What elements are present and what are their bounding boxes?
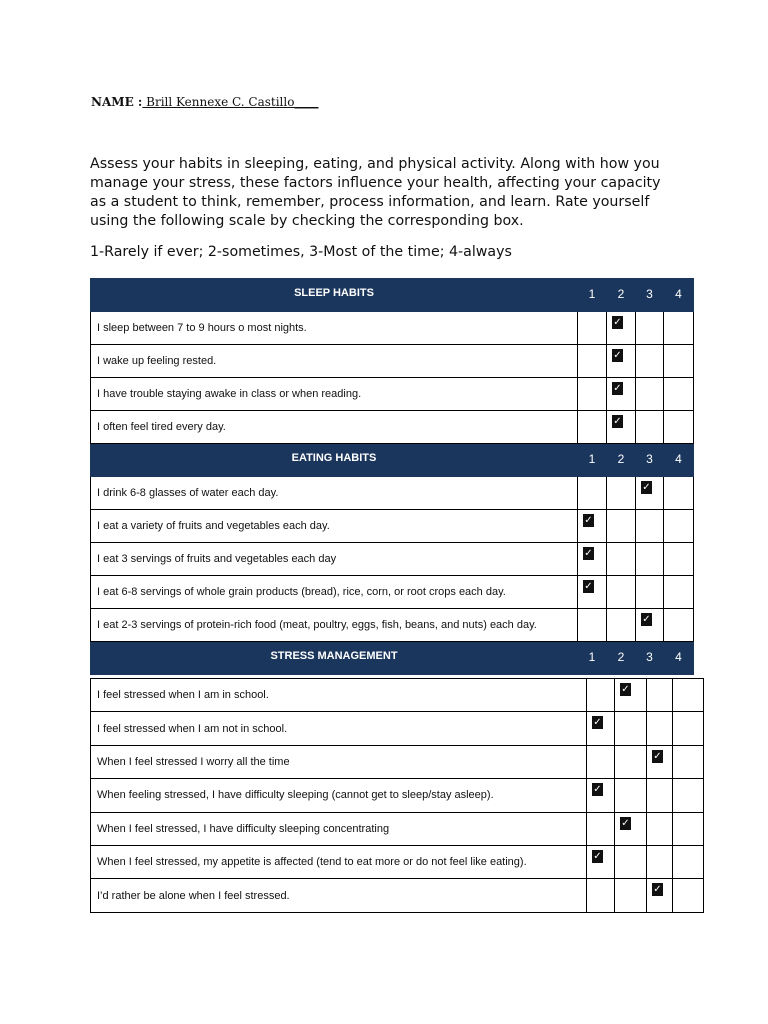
rating-checkbox-4[interactable] xyxy=(673,779,704,812)
rating-checkbox-4[interactable] xyxy=(664,312,694,345)
rating-checkbox-4[interactable] xyxy=(673,879,704,912)
rating-checkbox-4[interactable] xyxy=(673,745,704,778)
rating-header-1: 1 xyxy=(578,279,607,312)
rating-checkbox-4[interactable] xyxy=(664,345,694,378)
rating-checkbox-2[interactable] xyxy=(607,477,636,510)
rating-checkbox-3[interactable] xyxy=(636,378,664,411)
rating-checkbox-2[interactable] xyxy=(615,779,647,812)
rating-checkbox-1[interactable] xyxy=(578,510,607,543)
rating-checkbox-1[interactable] xyxy=(578,543,607,576)
question-text: I drink 6-8 glasses of water each day. xyxy=(91,477,578,510)
rating-header-1: 1 xyxy=(578,642,607,675)
rating-checkbox-3[interactable] xyxy=(636,312,664,345)
section-title: SLEEP HABITS xyxy=(91,279,578,312)
rating-header-4: 4 xyxy=(664,642,694,675)
question-text: When I feel stressed, my appetite is affected (tend to eat more or do not feel like eating). xyxy=(91,845,587,878)
table-row xyxy=(91,477,694,510)
rating-checkbox-2[interactable] xyxy=(607,609,636,642)
checkmark-icon: ✓ xyxy=(621,817,630,829)
table-row xyxy=(91,576,694,609)
rating-checkbox-3[interactable] xyxy=(647,812,673,845)
table-row xyxy=(91,543,694,576)
rating-checkbox-1[interactable] xyxy=(587,712,615,745)
table-row xyxy=(91,812,704,845)
rating-checkbox-1[interactable] xyxy=(578,477,607,510)
question-text: I feel stressed when I am not in school. xyxy=(91,712,587,745)
rating-checkbox-2[interactable] xyxy=(607,510,636,543)
table-row xyxy=(91,845,704,878)
name-line xyxy=(91,95,318,109)
rating-checkbox-3[interactable] xyxy=(636,576,664,609)
table-row xyxy=(91,378,694,411)
question-text: I eat 2-3 servings of protein-rich food (meat, poultry, eggs, fish, beans, and nuts) each day. xyxy=(91,609,578,642)
rating-checkbox-3[interactable] xyxy=(636,411,664,444)
name-label: NAME : xyxy=(91,95,143,109)
question-text: When I feel stressed, I have difficulty sleeping concentrating xyxy=(91,812,587,845)
rating-checkbox-2[interactable] xyxy=(615,679,647,712)
checkmark-icon: ✓ xyxy=(593,784,602,796)
rating-header-4: 4 xyxy=(664,279,694,312)
rating-checkbox-4[interactable] xyxy=(664,609,694,642)
eating-habits-header xyxy=(91,444,694,477)
question-text: When I feel stressed I worry all the time xyxy=(91,745,587,778)
rating-checkbox-3[interactable] xyxy=(636,345,664,378)
rating-checkbox-1[interactable] xyxy=(587,879,615,912)
rating-checkbox-2[interactable] xyxy=(615,879,647,912)
table-row xyxy=(91,312,694,345)
section-title: STRESS MANAGEMENT xyxy=(91,642,578,675)
rating-checkbox-1[interactable] xyxy=(578,609,607,642)
rating-checkbox-2[interactable] xyxy=(607,543,636,576)
rating-checkbox-3[interactable] xyxy=(636,477,664,510)
table-row xyxy=(91,510,694,543)
table-row xyxy=(91,679,704,712)
rating-checkbox-1[interactable] xyxy=(587,745,615,778)
rating-checkbox-2[interactable] xyxy=(607,345,636,378)
rating-header-2: 2 xyxy=(607,444,636,477)
rating-header-2: 2 xyxy=(607,642,636,675)
rating-checkbox-3[interactable] xyxy=(636,510,664,543)
rating-checkbox-4[interactable] xyxy=(673,845,704,878)
rating-checkbox-3[interactable] xyxy=(647,745,673,778)
question-text: I eat a variety of fruits and vegetables each day. xyxy=(91,510,578,543)
checkmark-icon: ✓ xyxy=(613,416,622,427)
name-value: Brill Kennexe C. Castillo____ xyxy=(142,95,319,109)
rating-checkbox-2[interactable] xyxy=(615,845,647,878)
checkmark-icon: ✓ xyxy=(613,350,622,361)
rating-checkbox-1[interactable] xyxy=(587,812,615,845)
rating-checkbox-4[interactable] xyxy=(664,510,694,543)
checkmark-icon: ✓ xyxy=(653,750,662,762)
rating-header-2: 2 xyxy=(607,279,636,312)
rating-header-3: 3 xyxy=(636,279,664,312)
rating-checkbox-3[interactable] xyxy=(636,609,664,642)
question-text: I often feel tired every day. xyxy=(91,411,578,444)
rating-checkbox-1[interactable] xyxy=(578,378,607,411)
rating-header-1: 1 xyxy=(578,444,607,477)
instructions-paragraph: Assess your habits in sleeping, eating, and physical activity. Along with how you manage your stress, these factors influence your health, affecting your capacity as a student to think, remember, process information, and learn. Rate yourself using the following scale by checking the corresponding box. xyxy=(90,156,661,229)
rating-checkbox-1[interactable] xyxy=(587,845,615,878)
rating-checkbox-3[interactable] xyxy=(647,845,673,878)
rating-checkbox-2[interactable] xyxy=(615,712,647,745)
table-row xyxy=(91,779,704,812)
rating-checkbox-1[interactable] xyxy=(578,345,607,378)
rating-checkbox-1[interactable] xyxy=(587,779,615,812)
rating-header-3: 3 xyxy=(636,444,664,477)
rating-scale-legend: 1-Rarely if ever; 2-sometimes, 3-Most of the time; 4-always xyxy=(90,244,512,260)
rating-checkbox-3[interactable] xyxy=(636,543,664,576)
checkmark-icon: ✓ xyxy=(653,884,662,896)
question-text: I have trouble staying awake in class or when reading. xyxy=(91,378,578,411)
checkmark-icon: ✓ xyxy=(593,850,602,862)
sleep-habits-header xyxy=(91,279,694,312)
checkmark-icon: ✓ xyxy=(613,317,622,328)
rating-checkbox-2[interactable] xyxy=(607,411,636,444)
rating-checkbox-1[interactable] xyxy=(578,576,607,609)
rating-checkbox-2[interactable] xyxy=(607,378,636,411)
question-text: When feeling stressed, I have difficulty sleeping (cannot get to sleep/stay asleep). xyxy=(91,779,587,812)
question-text: I feel stressed when I am in school. xyxy=(91,679,587,712)
checkmark-icon: ✓ xyxy=(642,614,651,625)
rating-checkbox-3[interactable] xyxy=(647,879,673,912)
rating-checkbox-4[interactable] xyxy=(673,812,704,845)
question-text: I wake up feeling rested. xyxy=(91,345,578,378)
checkmark-icon: ✓ xyxy=(642,482,651,493)
section-title: EATING HABITS xyxy=(91,444,578,477)
rating-checkbox-1[interactable] xyxy=(587,679,615,712)
table-row xyxy=(91,745,704,778)
checkmark-icon: ✓ xyxy=(584,548,593,559)
rating-checkbox-2[interactable] xyxy=(615,812,647,845)
checkmark-icon: ✓ xyxy=(584,515,593,526)
checkmark-icon: ✓ xyxy=(584,581,593,592)
stress-management-header xyxy=(91,642,694,675)
sleep-eating-table xyxy=(90,278,694,675)
rating-header-3: 3 xyxy=(636,642,664,675)
question-text: I’d rather be alone when I feel stressed. xyxy=(91,879,587,912)
question-text: I eat 3 servings of fruits and vegetables each day xyxy=(91,543,578,576)
checkmark-icon: ✓ xyxy=(613,383,622,394)
rating-checkbox-4[interactable] xyxy=(664,378,694,411)
rating-checkbox-2[interactable] xyxy=(607,312,636,345)
checkmark-icon: ✓ xyxy=(593,717,602,729)
table-row xyxy=(91,609,694,642)
rating-checkbox-3[interactable] xyxy=(647,712,673,745)
rating-checkbox-4[interactable] xyxy=(664,576,694,609)
rating-checkbox-4[interactable] xyxy=(673,679,704,712)
rating-checkbox-3[interactable] xyxy=(647,679,673,712)
question-text: I eat 6-8 servings of whole grain products (bread), rice, corn, or root crops each day. xyxy=(91,576,578,609)
table-row xyxy=(91,712,704,745)
rating-checkbox-3[interactable] xyxy=(647,779,673,812)
question-text: I sleep between 7 to 9 hours o most nights. xyxy=(91,312,578,345)
table-row xyxy=(91,345,694,378)
rating-checkbox-1[interactable] xyxy=(578,312,607,345)
table-row xyxy=(91,411,694,444)
checkmark-icon: ✓ xyxy=(621,684,630,695)
table-row xyxy=(91,879,704,912)
rating-checkbox-2[interactable] xyxy=(615,745,647,778)
rating-checkbox-4[interactable] xyxy=(664,543,694,576)
rating-header-4: 4 xyxy=(664,444,694,477)
rating-checkbox-2[interactable] xyxy=(607,576,636,609)
rating-checkbox-4[interactable] xyxy=(673,712,704,745)
rating-checkbox-1[interactable] xyxy=(578,411,607,444)
stress-table xyxy=(90,678,704,913)
rating-checkbox-4[interactable] xyxy=(664,411,694,444)
rating-checkbox-4[interactable] xyxy=(664,477,694,510)
